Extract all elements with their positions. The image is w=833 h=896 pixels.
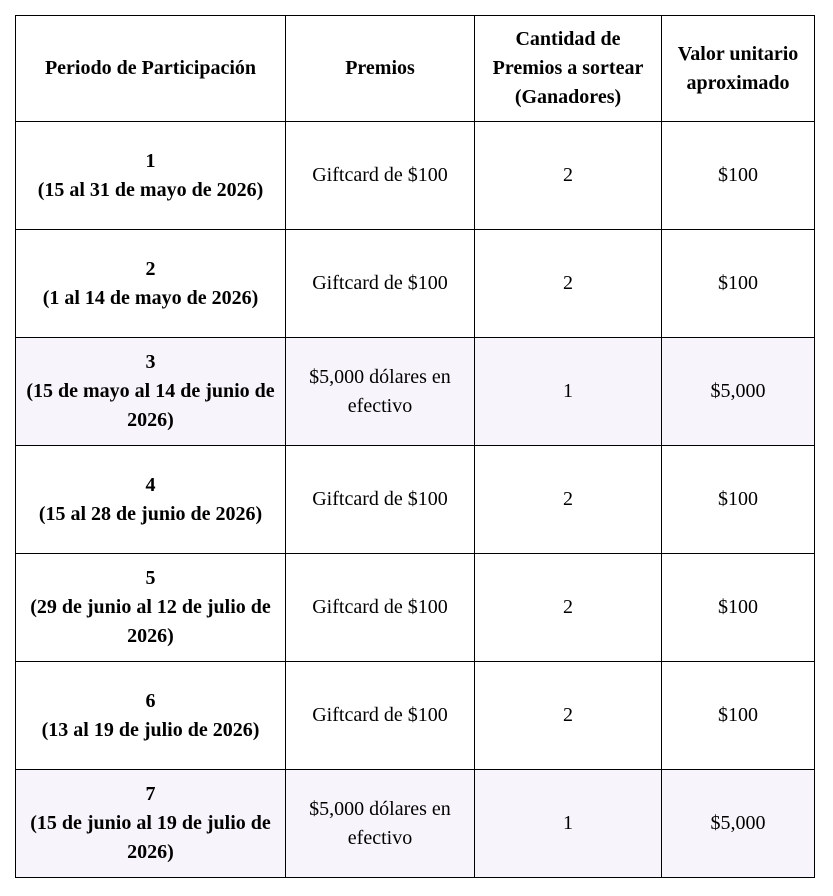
quantity-cell: 1 bbox=[475, 338, 662, 446]
table-row bbox=[16, 554, 815, 662]
period-number: 2 bbox=[145, 257, 156, 280]
period-cell bbox=[16, 122, 286, 230]
period-number: 4 bbox=[145, 473, 156, 496]
quantity-cell: 2 bbox=[475, 662, 662, 770]
period-dates: (1 al 14 de mayo de 2026) bbox=[42, 286, 259, 309]
unit-value-cell: $100 bbox=[662, 122, 815, 230]
header-unit-value: Valor unitario aproximado bbox=[662, 16, 815, 122]
header-row bbox=[16, 16, 815, 122]
prize-cell: Giftcard de $100 bbox=[286, 554, 475, 662]
header-quantity: Cantidad de Premios a sortear (Ganadores) bbox=[475, 16, 662, 122]
unit-value-cell: $100 bbox=[662, 662, 815, 770]
table-row bbox=[16, 446, 815, 554]
period-number: 6 bbox=[145, 689, 156, 712]
period-number: 7 bbox=[145, 783, 156, 805]
unit-value-cell: $100 bbox=[662, 554, 815, 662]
prize-cell: $5,000 dólares en efectivo bbox=[286, 338, 475, 446]
period-number: 3 bbox=[145, 351, 156, 373]
table-header bbox=[16, 16, 815, 122]
quantity-cell: 2 bbox=[475, 446, 662, 554]
prize-cell: $5,000 dólares en efectivo bbox=[286, 770, 475, 878]
period-dates: (15 al 31 de mayo de 2026) bbox=[37, 178, 264, 201]
header-period: Periodo de Participación bbox=[16, 16, 286, 122]
period-number: 5 bbox=[145, 567, 156, 589]
period-cell bbox=[16, 662, 286, 770]
unit-value-cell: $5,000 bbox=[662, 770, 815, 878]
header-prizes: Premios bbox=[286, 16, 475, 122]
prize-table bbox=[15, 15, 815, 878]
period-dates: (15 al 28 de junio de 2026) bbox=[38, 502, 263, 525]
unit-value-cell: $100 bbox=[662, 230, 815, 338]
table-row bbox=[16, 662, 815, 770]
quantity-cell: 1 bbox=[475, 770, 662, 878]
table-row bbox=[16, 230, 815, 338]
prize-cell: Giftcard de $100 bbox=[286, 230, 475, 338]
period-number: 1 bbox=[145, 149, 156, 172]
quantity-cell: 2 bbox=[475, 230, 662, 338]
period-cell bbox=[16, 338, 286, 446]
period-dates: (15 de mayo al 14 de junio de 2026) bbox=[26, 380, 275, 431]
table-row bbox=[16, 338, 815, 446]
period-cell bbox=[16, 446, 286, 554]
table-body bbox=[16, 122, 815, 878]
table-row bbox=[16, 122, 815, 230]
prize-cell: Giftcard de $100 bbox=[286, 446, 475, 554]
unit-value-cell: $100 bbox=[662, 446, 815, 554]
unit-value-cell: $5,000 bbox=[662, 338, 815, 446]
table-row bbox=[16, 770, 815, 878]
period-dates: (13 al 19 de julio de 2026) bbox=[41, 718, 260, 741]
period-cell bbox=[16, 230, 286, 338]
prize-cell: Giftcard de $100 bbox=[286, 662, 475, 770]
period-cell bbox=[16, 770, 286, 878]
period-cell bbox=[16, 554, 286, 662]
period-dates: (29 de junio al 12 de julio de 2026) bbox=[30, 596, 271, 647]
prize-cell: Giftcard de $100 bbox=[286, 122, 475, 230]
period-dates: (15 de junio al 19 de julio de 2026) bbox=[30, 812, 271, 863]
quantity-cell: 2 bbox=[475, 122, 662, 230]
quantity-cell: 2 bbox=[475, 554, 662, 662]
